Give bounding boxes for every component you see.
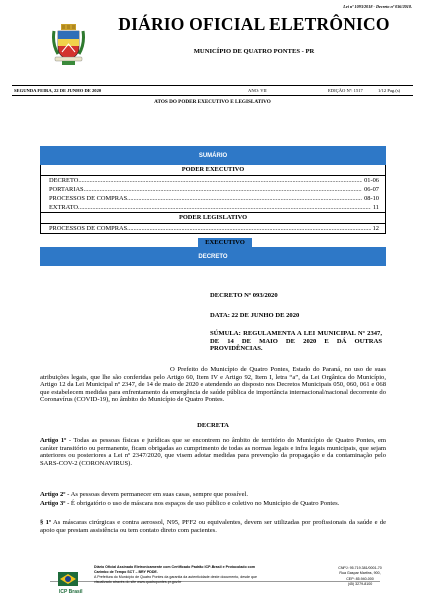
page-count: 1/12 Pag.(s)	[378, 88, 401, 93]
article-3-label: Artigo 3º	[40, 500, 66, 507]
municipality-name: MUNICÍPIO DE QUATRO PONTES - PR	[193, 48, 315, 55]
decreta-heading: DECRETA	[197, 422, 229, 429]
table-of-contents	[40, 165, 386, 234]
decree-date: DATA: 22 DE JUNHO DE 2020	[210, 312, 300, 319]
executive-tag: EXECUTIVO	[198, 238, 252, 247]
toc-label: EXTRATO .....	[49, 203, 371, 212]
decree-preamble: O Prefeito do Município de Quatro Pontes, Estado do Paraná, no uso de suas atribuições legais, que lhe são conferidas pelo Artigo 60, Item IV e Artigo 92, Item I, letra “a”, da Lei Orgânica do Município, Artigo 12 da Lei Municipal nº 2347, de 14 de maio de 2020 e atendendo ao disposto nos Decretos Municipais 050, 060, 061 e 068 que estabelecem medidas para enfrentamento da emergência de saúde pública de importância internacional/nacional decorrente do Coronavírus (COVID-19), no âmbito do Município de Quatro Pontes.	[40, 366, 386, 404]
gazette-title: DIÁRIO OFICIAL ELETRÔNICO	[118, 14, 390, 34]
icp-brasil-label: ICP Brasil	[59, 589, 83, 594]
article-2	[40, 491, 386, 499]
toc-label: DECRETO .....	[49, 176, 362, 185]
edition-number: EDIÇÃO Nº: 1517	[328, 88, 363, 93]
toc-row[interactable]	[40, 194, 386, 203]
toc-page: 12	[372, 225, 379, 232]
toc-row[interactable]	[40, 176, 386, 185]
toc-page: 01-06	[364, 177, 379, 184]
toc-page: 11	[372, 204, 379, 211]
toc-label: PROCESSOS DE COMPRAS .....	[49, 224, 371, 233]
article-3-text: - É obrigatório o uso de máscara nos espaços de uso público e coletivo no Município de Quatro Pontes.	[65, 500, 340, 507]
decree-number: DECRETO Nº 093/2020	[210, 292, 278, 299]
paragraph-1-text: As máscaras cirúrgicas e contra aerossol, N95, PFF2 ou equivalentes, devem ser utilizadas por profissionais da saúde e de apoio que prestam assistência ou tem contato direto com pacientes.	[40, 519, 387, 534]
municipal-crest-icon	[52, 24, 85, 66]
decree-section-box	[40, 247, 386, 266]
toc-page: 08-10	[364, 195, 379, 202]
paragraph-1	[40, 519, 386, 534]
footer-cnpj: CNPJ: 95.719.381/0001-70	[338, 566, 382, 570]
decree-section-title: DECRETO	[198, 253, 228, 260]
toc-section-executive: PODER EXECUTIVO	[40, 165, 386, 176]
footer-street: Rua Gaspar Martins, 900,	[339, 571, 381, 576]
footer-notice	[94, 565, 266, 585]
icp-brasil-logo-icon	[56, 568, 90, 594]
toc-row[interactable]	[40, 224, 386, 234]
footer-contact	[330, 566, 390, 588]
toc-label: PORTARIAS .....	[49, 185, 362, 194]
decree-sumula: SÚMULA: REGULAMENTA A LEI MUNICIPAL Nº 2347, DE 14 DE MAIO DE 2020 E DÁ OUTRAS PROVIDÊNCIAS.	[210, 330, 382, 353]
article-1-label: Artigo 1º	[40, 437, 67, 444]
footer-cep: CEP: 85.940-000	[346, 576, 374, 581]
toc-row[interactable]	[40, 203, 386, 212]
footer-phone: (45) 3279-8100	[347, 582, 373, 587]
article-2-label: Artigo 2º	[40, 491, 66, 498]
toc-row[interactable]	[40, 185, 386, 194]
paragraph-1-label: § 1º	[40, 519, 52, 526]
article-1-text: - Todas as pessoas físicas e jurídicas que se encontrem no âmbito de território do Município de Quatro Pontes, em caráter transitório ou permanente, ficam obrigadas ao cumprimento de todas as normas legais e infra legais municipais, que sejam anteriores ou posteriores a Lei nº 2347/2020, que visem adotar medidas para prevenção da propagação e da contaminação pelo SARS-COV-2 (CORONAVIRUS).	[40, 437, 386, 467]
footer-signature-note: Diário Oficial Assinado Eletronicamente com Certificado Padrão ICP-Brasil e Protocolado com Carimbo de Tempo SCT – BRY PDDE.	[94, 565, 256, 574]
summary-title: SUMÁRIO	[198, 152, 228, 159]
legal-reference: Lei nº 1093/2018 - Decreto nº 036/2018.	[343, 4, 412, 9]
article-3	[40, 500, 386, 508]
toc-section-legislative: PODER LEGISLATIVO	[40, 212, 386, 224]
edition-info-bar	[12, 85, 413, 96]
article-2-text: - As pessoas devem permanecer em suas casas, sempre que possível.	[65, 491, 248, 498]
footer-authenticity-note: A Prefeitura do Município de Quatro Pontes da garantia da autenticidade deste documento, desde que visualizado através do site www.quatropontes.pr.gov.br	[94, 575, 258, 584]
toc-page: 06-07	[364, 186, 379, 193]
section-heading: ATOS DO PODER EXECUTIVO E LEGISLATIVO	[154, 99, 271, 105]
edition-date: SEGUNDA FEIRA, 22 DE JUNHO DE 2020	[14, 88, 102, 93]
edition-year: ANO: VII	[248, 88, 267, 93]
summary-title-box	[40, 146, 386, 165]
toc-label: PROCESSOS DE COMPRAS .....	[49, 194, 362, 203]
article-1	[40, 437, 386, 467]
